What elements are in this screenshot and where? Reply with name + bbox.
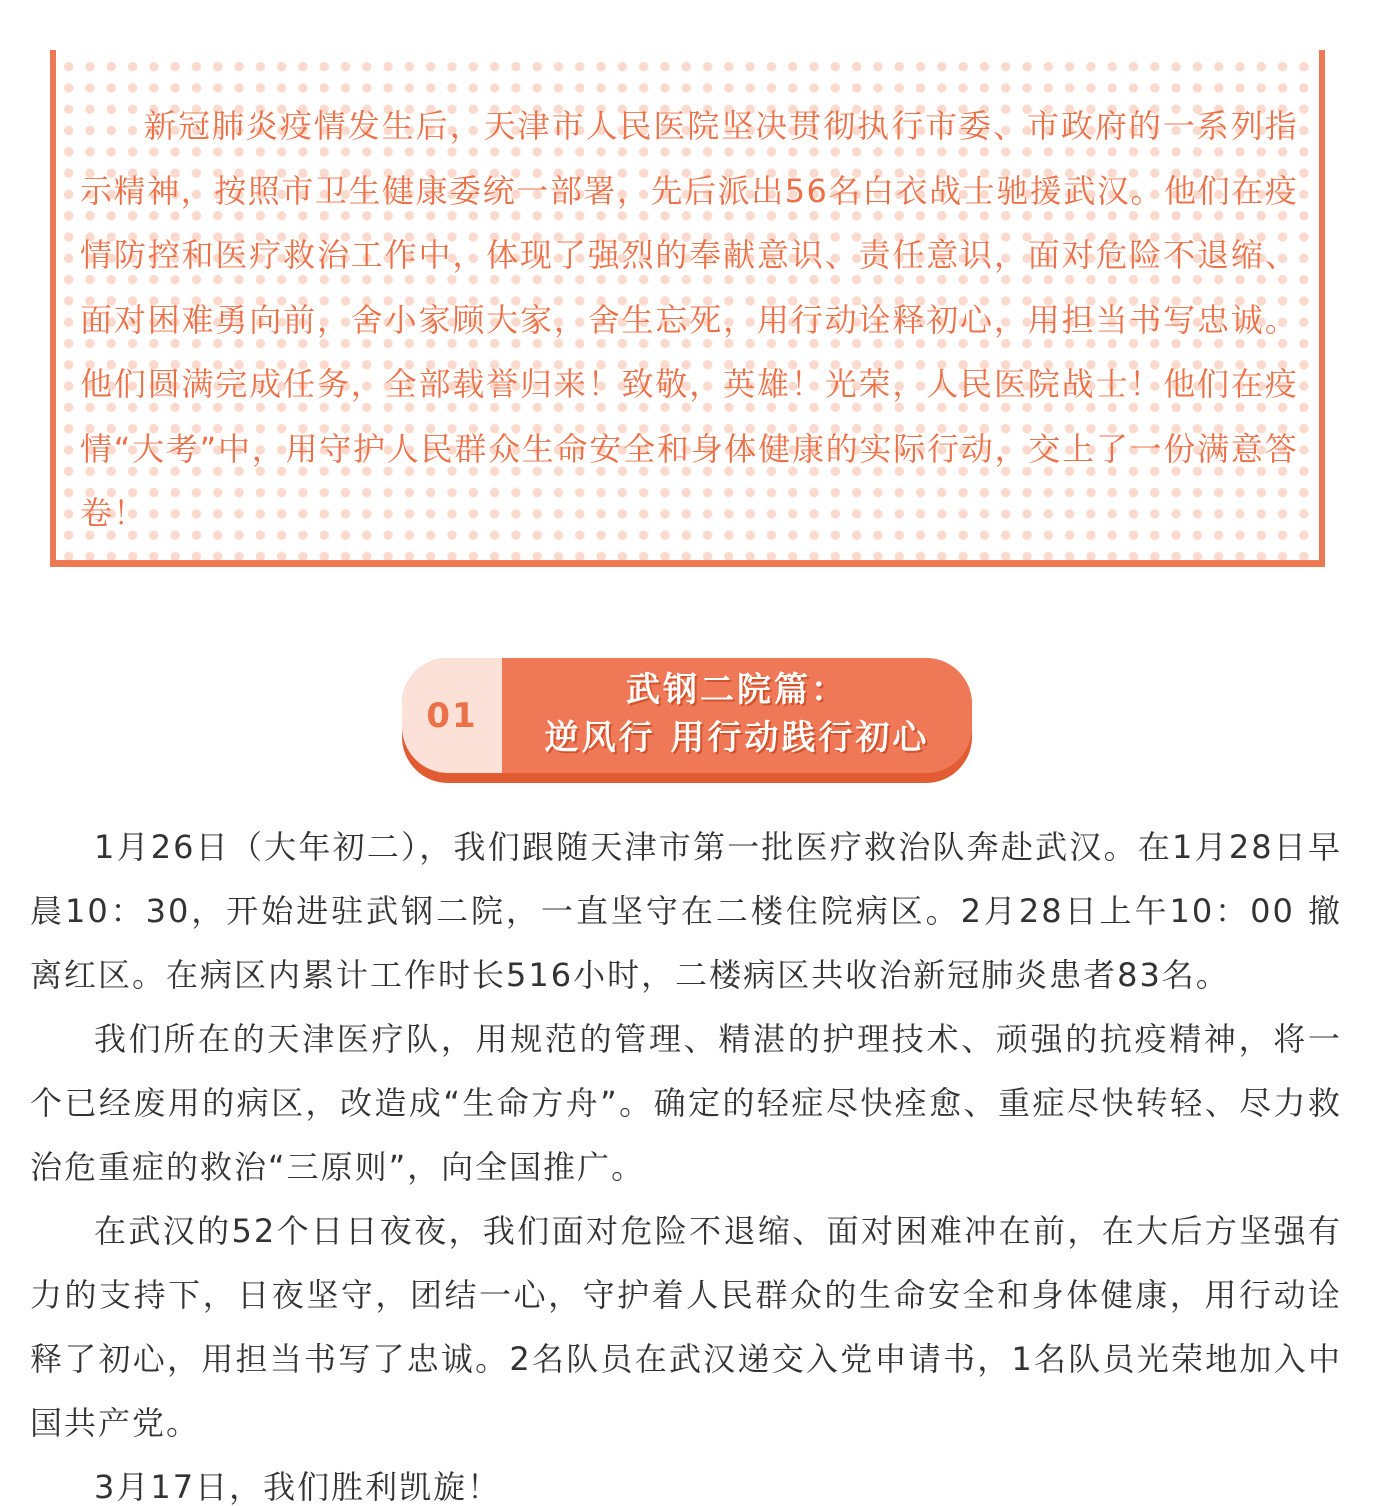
body-paragraph-4: 3月17日，我们胜利凯旋！ xyxy=(94,1468,502,1506)
section-title-line-1: 武钢二院篇： xyxy=(626,669,848,710)
section-title-block xyxy=(502,658,972,773)
section-heading-pill xyxy=(402,658,972,773)
section-number: 01 xyxy=(426,695,478,736)
body-paragraph-1: 1月26日（大年初二），我们跟随天津市第一批医疗救治队奔赴武汉。在1月28日早晨10：30，开始进驻武钢二院，一直坚守在二楼住院病区。2月28日上午10：00 撤离红区。在病区内累计工作时长516小时，二楼病区共收治新冠肺炎患者83名。 xyxy=(30,828,1342,994)
intro-frame xyxy=(50,50,1325,567)
body-paragraph-2: 我们所在的天津医疗队，用规范的管理、精湛的护理技术、顽强的抗疫精神，将一个已经废用的病区，改造成“生命方舟”。确定的轻症尽快痊愈、重症尽快转轻、尽力救治危重症的救治“三原则”，向全国推广。 xyxy=(30,1020,1342,1186)
section-number-badge xyxy=(402,658,502,773)
section-heading xyxy=(402,658,972,783)
section-title-line-2: 逆风行 用行动践行初心 xyxy=(544,717,930,758)
intro-paragraph: 新冠肺炎疫情发生后，天津市人民医院坚决贯彻执行市委、市政府的一系列指示精神，按照市卫生健康委统一部署，先后派出56名白衣战士驰援武汉。他们在疫情防控和医疗救治工作中，体现了强烈的奉献意识、责任意识，面对危险不退缩、面对困难勇向前，舍小家顾大家，舍生忘死，用行动诠释初心，用担当书写忠诚。他们圆满完成任务，全部载誉归来！致敬，英雄！光荣，人民医院战士！他们在疫情“大考”中，用守护人民群众生命安全和身体健康的实际行动，交上了一份满意答卷！ xyxy=(80,107,1298,532)
body-paragraph-3: 在武汉的52个日日夜夜，我们面对危险不退缩、面对困难冲在前，在大后方坚强有力的支持下，日夜坚守，团结一心，守护着人民群众的生命安全和身体健康，用行动诠释了初心，用担当书写了忠诚。2名队员在武汉递交入党申请书，1名队员光荣地加入中国共产党。 xyxy=(30,1212,1342,1442)
article-body xyxy=(30,815,1342,1506)
